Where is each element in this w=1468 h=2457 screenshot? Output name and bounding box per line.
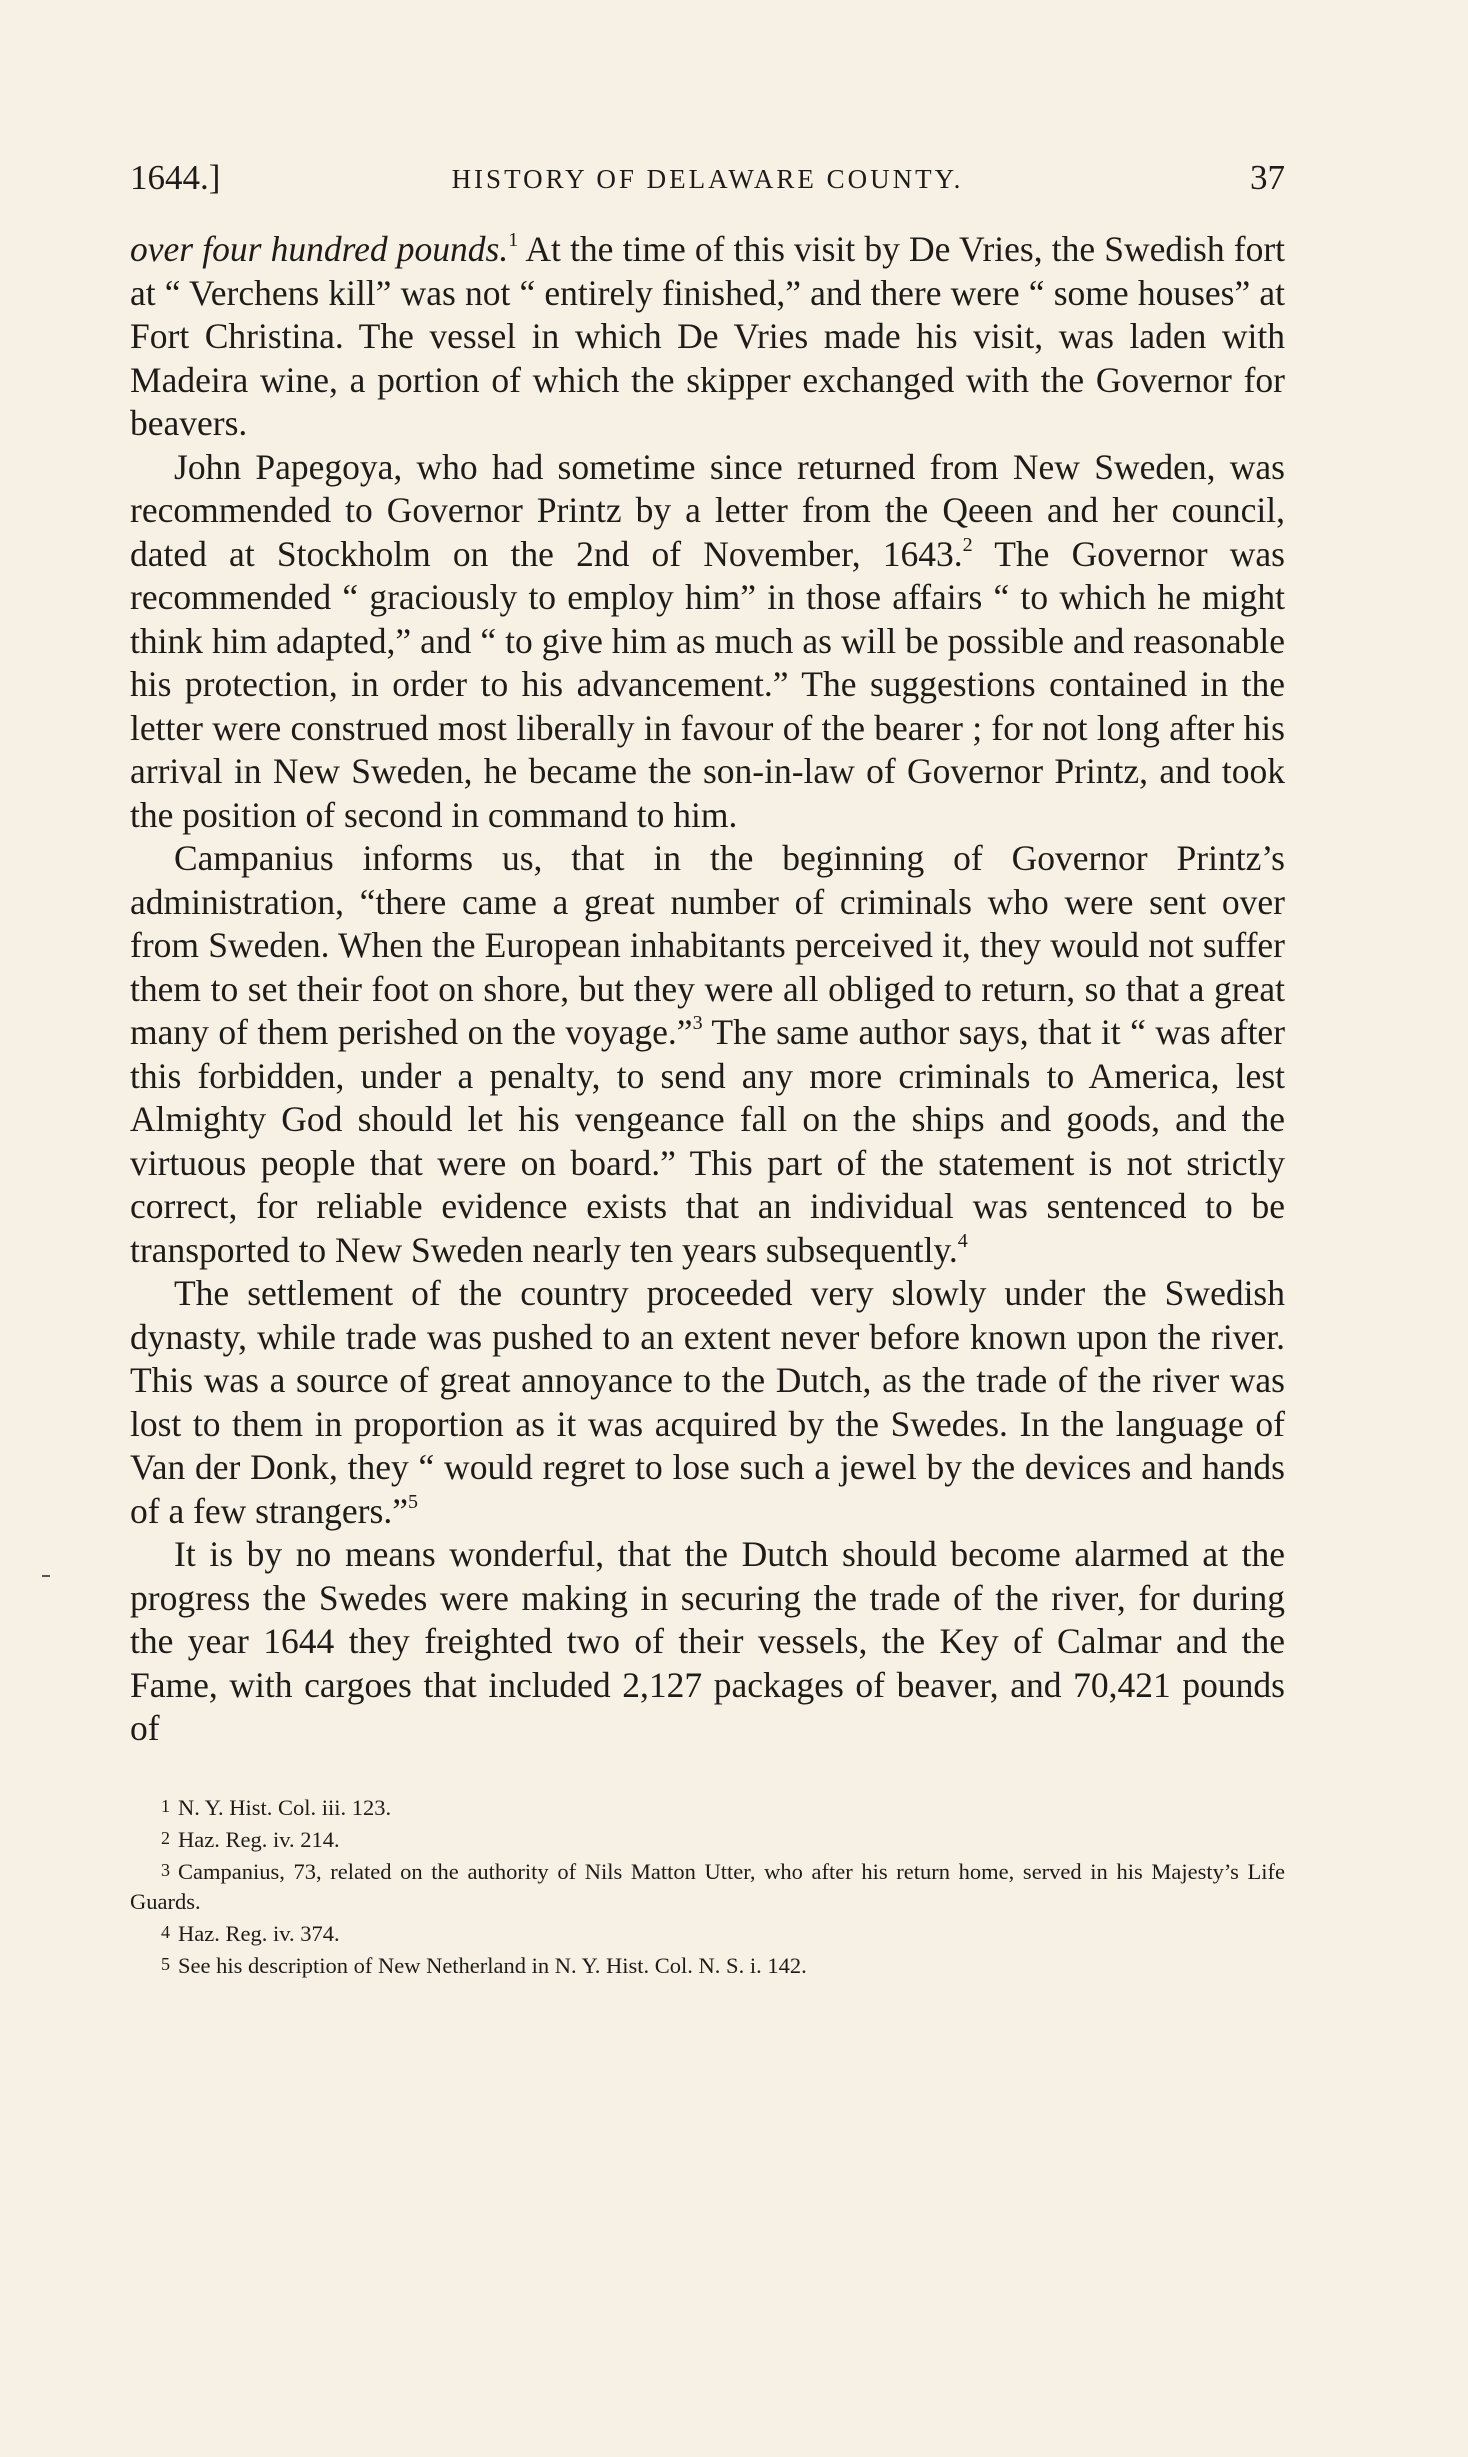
paragraph-text-cont: The Governor was recommended “ graciously to employ him” in those affairs “ to which he might think him adapted,” and “ to give him as much as will be possible and reasonable his protection, in order to his advancement.” The suggestions contained in the letter were construed most liberally in favour of the bearer ; for not long after his arrival in New Sweden, he became the son-in-law of Governor Printz, and took the position of second in command to him. [130,533,1285,835]
header-year: 1644.] [130,158,221,197]
footnote-3 [130,1855,1285,1917]
footnote-ref-1: 1 [508,229,519,252]
paragraph-1 [130,228,1285,446]
footnote-mark: 5 [161,1953,170,1974]
paragraph-3 [130,837,1285,1272]
header-title: HISTORY OF DELAWARE COUNTY. [451,164,964,194]
footnote-5 [130,1949,1285,1981]
footnote-mark: 3 [161,1859,170,1880]
book-page [130,150,1285,1981]
italic-lead: over four hundred pounds. [130,229,509,269]
footnote-text: See his description of New Netherland in N. Y. Hist. Col. N. S. i. 142. [178,1952,807,1978]
footnote-1 [130,1791,1285,1823]
footnote-text: N. Y. Hist. Col. iii. 123. [178,1794,392,1820]
footnote-4 [130,1917,1285,1949]
page-number: 37 [1250,158,1285,197]
footnotes [130,1791,1285,1981]
margin-mark [42,1575,50,1577]
footnote-ref-3: 3 [692,1012,703,1035]
paragraph-text: The settlement of the country proceeded very slowly under the Swedish dynasty, while trade was pushed to an extent never before known upon the river. This was a source of great annoyance to the Dutch, as the trade of the river was lost to them in proportion as it was acquired by the Swedes. In the language of Van der Donk, they “ would regret to lose such a jewel by the devices and hands of a few strangers.” [130,1273,1285,1531]
footnote-mark: 1 [161,1795,170,1816]
paragraph-text: At the time of this visit by De Vries, the Swedish fort at “ Verchens kill” was not “ entirely finished,” and there were “ some houses” at Fort Christina. The vessel in which De Vries made his visit, was laden with Madeira wine, a portion of which the skipper exchanged with the Governor for beavers. [130,229,1286,443]
footnote-mark: 2 [161,1827,170,1848]
footnote-ref-5: 5 [407,1490,418,1513]
paragraph-5 [130,1533,1285,1751]
footnote-text: Campanius, 73, related on the authority of Nils Matton Utter, who after his return home, served in his Majesty’s Life Guards. [130,1858,1285,1914]
paragraph-text: Campanius informs us, that in the beginning of Governor Printz’s administration, “there came a great number of criminals who were sent over from Sweden. When the European inhabitants perceived it, they would not suffer them to set their foot on shore, but they were all obliged to return, so that a great many of them perished on the voyage.” [130,838,1285,1052]
running-head [130,150,1285,210]
paragraph-2 [130,446,1285,838]
paragraph-text: It is by no means wonderful, that the Dutch should become alarmed at the progress the Swedes were making in securing the trade of the river, for during the year 1644 they freighted two of their vessels, the Key of Calmar and the Fame, with cargoes that included 2,127 packages of beaver, and 70,421 pounds of [130,1534,1285,1748]
body-text [130,228,1285,1751]
footnote-text: Haz. Reg. iv. 374. [178,1920,340,1946]
paragraph-4 [130,1272,1285,1533]
footnote-ref-2: 2 [962,533,973,556]
paragraph-text: John Papegoya, who had sometime since returned from New Sweden, was recommended to Governor Printz by a letter from the Qeeen and her council, dated at Stockholm on the 2nd of November, 1643. [130,446,1285,574]
paragraph-text-cont: The same author says, that it “ was after this forbidden, under a penalty, to send any more criminals to America, lest Almighty God should let his vengeance fall on the ships and goods, and the virtuous people that were on board.” This part of the statement is not strictly correct, for reliable evidence exists that an individual was sentenced to be transported to New Sweden nearly ten years subsequently. [130,1012,1286,1270]
footnote-ref-4: 4 [957,1229,968,1252]
footnote-2 [130,1823,1285,1855]
footnote-mark: 4 [161,1921,170,1942]
footnote-text: Haz. Reg. iv. 214. [178,1826,340,1852]
